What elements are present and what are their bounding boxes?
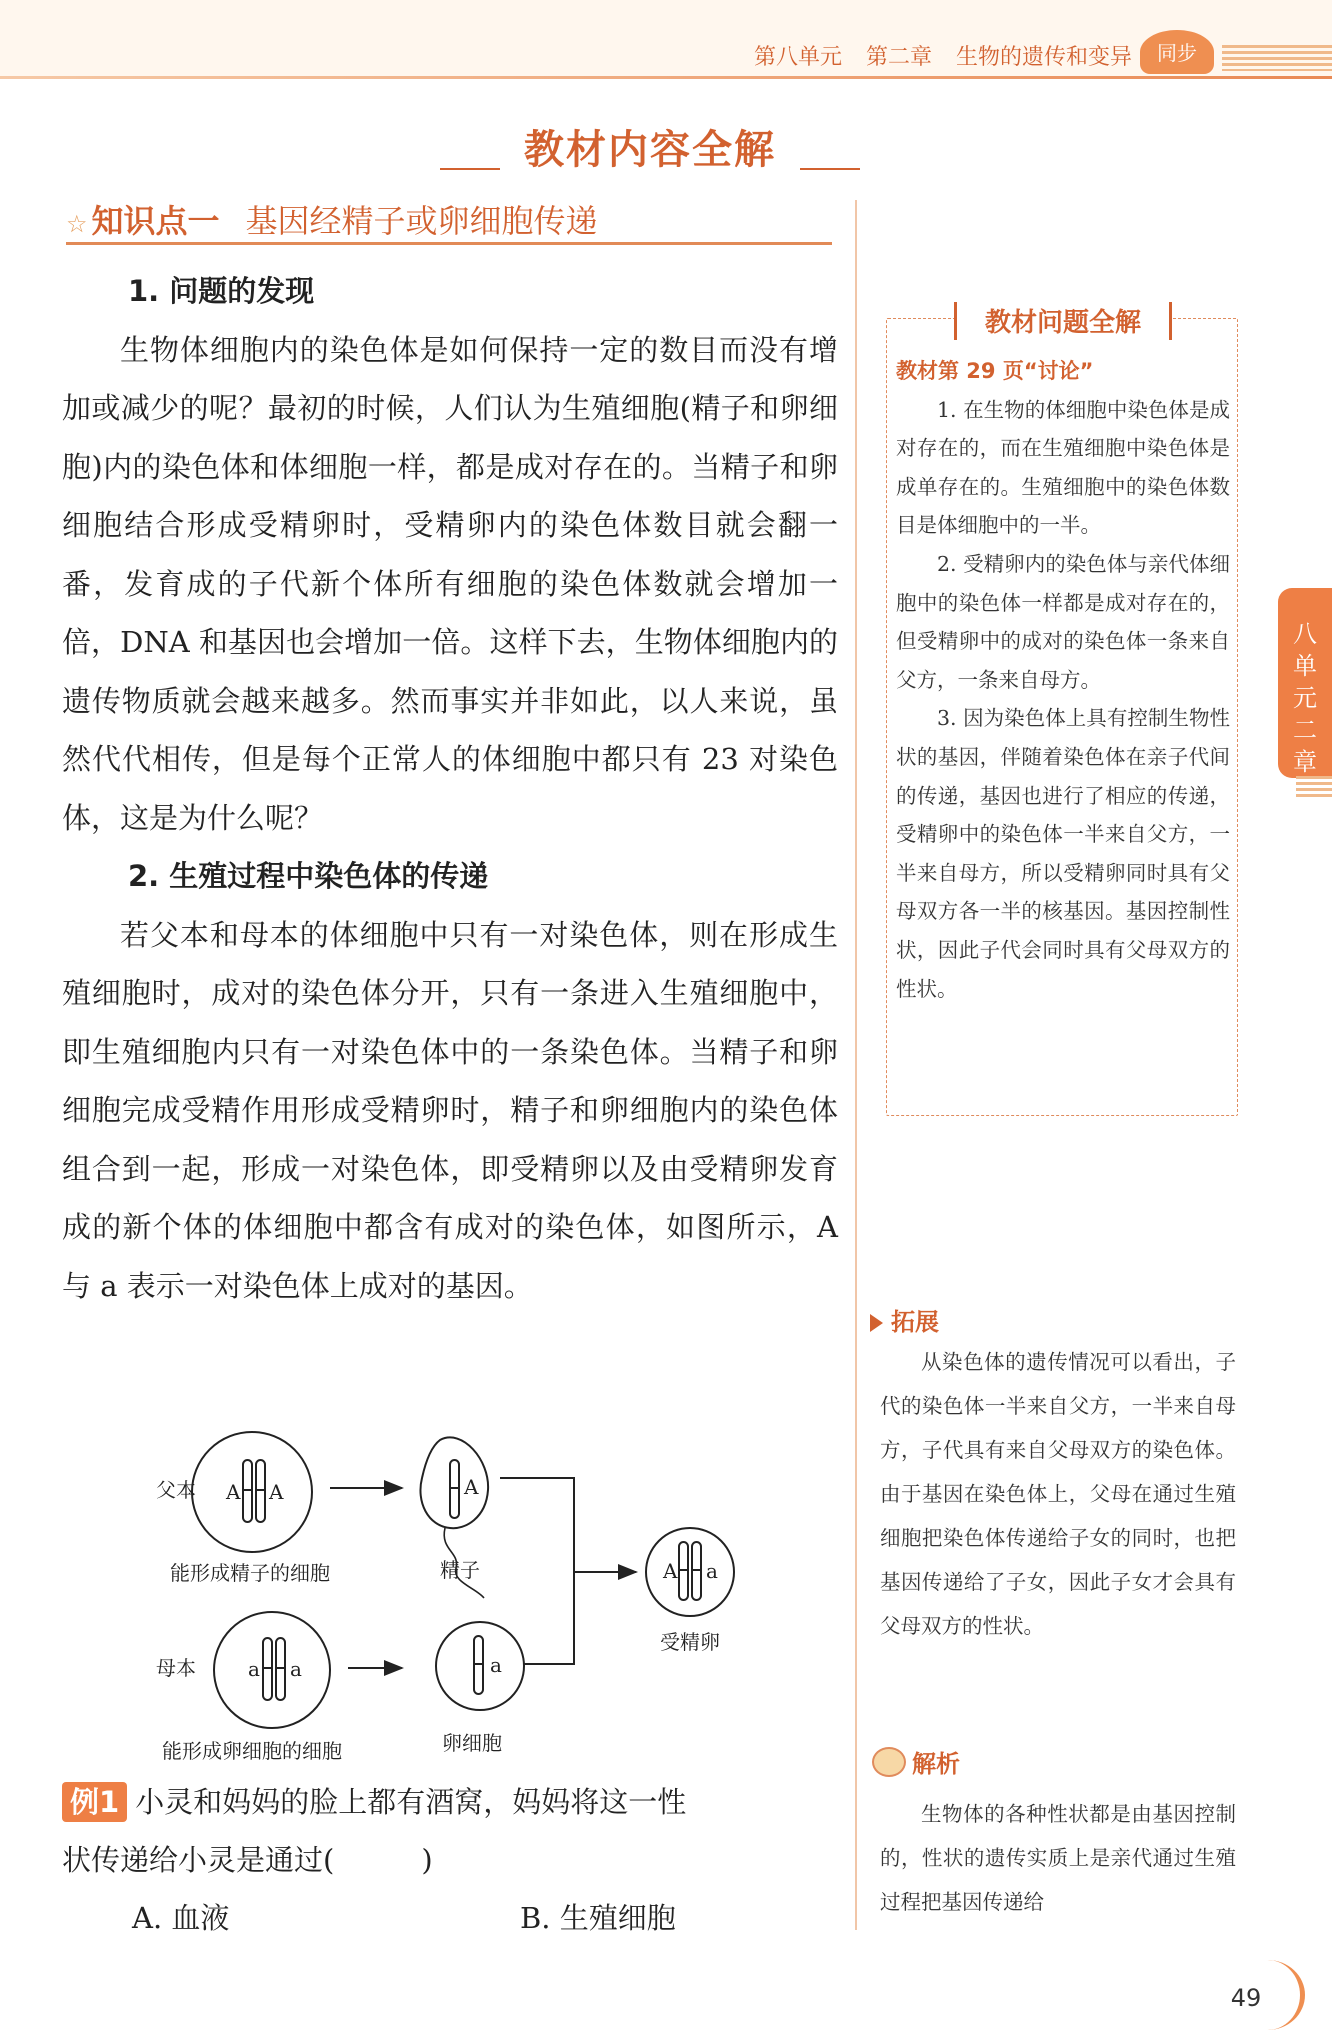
main-text bbox=[62, 262, 838, 1315]
zygote-gene-left: A bbox=[663, 1559, 678, 1583]
analysis-title-text: 解析 bbox=[912, 1750, 960, 1778]
knowledge-point-title bbox=[66, 196, 832, 245]
mother-gene-right: a bbox=[290, 1657, 302, 1681]
option-b[interactable]: B. 生殖细胞 bbox=[520, 1901, 676, 1935]
breadcrumb bbox=[754, 40, 1132, 71]
knowledge-point-label: 知识点一 bbox=[91, 202, 220, 240]
paragraph-transmission: 若父本和母本的体细胞中只有一对染色体，则在形成生殖细胞时，成对的染色体分开，只有一条进入生殖细胞中，即生殖细胞内只有一对染色体中的一条染色体。当精子和卵细胞完成受精作用形成受精卵时，精子和卵细胞内的染色体组合到一起，形成一对染色体，即受精卵以及由受精卵发育成的新个体的体细胞中都含有成对的染色体，如图所示，A 与 a 表示一对染色体上成对的基因。 bbox=[62, 917, 838, 1303]
breadcrumb-chapter: 第二章 bbox=[865, 45, 932, 70]
textbook-answers-content bbox=[896, 352, 1230, 1008]
banner-rule-left bbox=[440, 168, 500, 170]
chapter-tab[interactable] bbox=[1278, 588, 1332, 778]
chapter-tab-char-4: 二 bbox=[1293, 716, 1317, 744]
paragraph-discovery: 生物体细胞内的染色体是如何保持一定的数目而没有增加或减少的呢？最初的时候，人们认为生殖细胞(精子和卵细胞)内的染色体和体细胞一样，都是成对存在的。当精子和卵细胞结合形成受精卵时，受精卵内的染色体数目就会翻一番，发育成的子代新个体所有细胞的染色体数就会增加一倍，DNA 和基因也会增加一倍。这样下去，生物体细胞内的遗传物质就会越来越多。然而事实并非如此，以人来说，虽然代代相传，但是每个正常人的体细胞中都只有 23 对染色体，这是为什么呢？ bbox=[62, 332, 838, 835]
breadcrumb-unit: 第八单元 bbox=[753, 45, 842, 70]
page-header bbox=[0, 0, 1332, 78]
father-gene-left: A bbox=[226, 1480, 241, 1504]
extension-title-text: 拓展 bbox=[891, 1308, 939, 1336]
page-number: 49 bbox=[1230, 1984, 1262, 2012]
label-mother: 母本 bbox=[156, 1656, 196, 1680]
chapter-tab-char-1: 八 bbox=[1293, 620, 1317, 648]
textbook-page-reference: 教材第 29 页“讨论” bbox=[896, 359, 1094, 383]
label-father: 父本 bbox=[156, 1478, 196, 1502]
extension-text bbox=[880, 1340, 1236, 1648]
label-zygote: 受精卵 bbox=[660, 1630, 720, 1654]
heading-discovery: 1. 问题的发现 bbox=[128, 274, 315, 308]
example-question-line2: 状传递给小灵是通过( ) bbox=[62, 1843, 433, 1877]
tab-stripes bbox=[1296, 776, 1332, 800]
label-sperm: 精子 bbox=[440, 1558, 480, 1582]
header-divider bbox=[0, 76, 1332, 79]
mascot-icon bbox=[872, 1747, 906, 1777]
header-stripes bbox=[1222, 45, 1332, 71]
play-arrow-icon bbox=[870, 1314, 883, 1332]
mother-gene-left: a bbox=[248, 1657, 260, 1681]
extension-paragraph: 从染色体的遗传情况可以看出，子代的染色体一半来自父方，一半来自母方，子代具有来自父母双方的染色体。由于基因在染色体上，父母在通过生殖细胞把染色体传递给子女的同时，也把基因传递给了子女，因此子女才会具有父母双方的性状。 bbox=[880, 1350, 1236, 1638]
option-a[interactable]: A. 血液 bbox=[132, 1901, 230, 1935]
analysis-text bbox=[880, 1792, 1236, 1924]
example-question-line1: 小灵和妈妈的脸上都有酒窝，妈妈将这一性 bbox=[135, 1785, 687, 1819]
heading-transmission: 2. 生殖过程中染色体的传递 bbox=[128, 859, 489, 893]
knowledge-point-text: 基因经精子或卵细胞传递 bbox=[245, 202, 598, 240]
chapter-tab-char-3: 元 bbox=[1293, 684, 1317, 712]
textbook-answers-title: 教材问题全解 bbox=[954, 302, 1172, 340]
answer-1: 1. 在生物的体细胞中染色体是成对存在的，而在生殖细胞中染色体是成单存在的。生殖细胞中的染色体数目是体细胞中的一半。 bbox=[896, 397, 1230, 538]
zygote-gene-right: a bbox=[706, 1559, 718, 1583]
star-icon: ☆ bbox=[66, 210, 88, 238]
label-sperm-forming-cell: 能形成精子的细胞 bbox=[170, 1561, 330, 1585]
analysis-title bbox=[872, 1744, 960, 1779]
book-emblem-icon: 同步 bbox=[1140, 30, 1214, 74]
column-divider bbox=[855, 200, 857, 1930]
chapter-tab-char-2: 单 bbox=[1293, 652, 1317, 680]
section-title: 教材内容全解 bbox=[524, 127, 776, 173]
example-badge: 例1 bbox=[62, 1782, 127, 1822]
analysis-paragraph: 生物体的各种性状都是由基因控制的，性状的遗传实质上是亲代通过生殖过程把基因传递给 bbox=[880, 1802, 1236, 1914]
chromosome-transmission-diagram bbox=[140, 1420, 790, 1770]
section-banner bbox=[450, 118, 850, 176]
egg-gene: a bbox=[490, 1653, 502, 1677]
chapter-tab-char-5: 章 bbox=[1293, 748, 1317, 776]
answer-2: 2. 受精卵内的染色体与亲代体细胞中的染色体一样都是成对存在的，但受精卵中的成对的染色体一条来自父方，一条来自母方。 bbox=[896, 551, 1230, 692]
sperm-gene: A bbox=[464, 1475, 479, 1499]
example-options bbox=[62, 1889, 838, 1947]
answer-3: 3. 因为染色体上具有控制生物性状的基因，伴随着染色体在亲子代间的传递，基因也进行了相应的传递，受精卵中的染色体一半来自父方，一半来自母方，所以受精卵同时具有父母双方各一半的核基因。基因控制性状，因此子代会同时具有父母双方的性状。 bbox=[896, 706, 1230, 1001]
father-gene-right: A bbox=[269, 1480, 284, 1504]
banner-rule-right bbox=[800, 168, 860, 170]
zygote-cell bbox=[646, 1528, 734, 1616]
label-egg-forming-cell: 能形成卵细胞的细胞 bbox=[162, 1739, 342, 1763]
extension-title bbox=[870, 1302, 939, 1337]
example-question bbox=[62, 1773, 838, 1947]
label-egg: 卵细胞 bbox=[442, 1731, 502, 1755]
breadcrumb-topic: 生物的遗传和变异 bbox=[955, 45, 1132, 70]
